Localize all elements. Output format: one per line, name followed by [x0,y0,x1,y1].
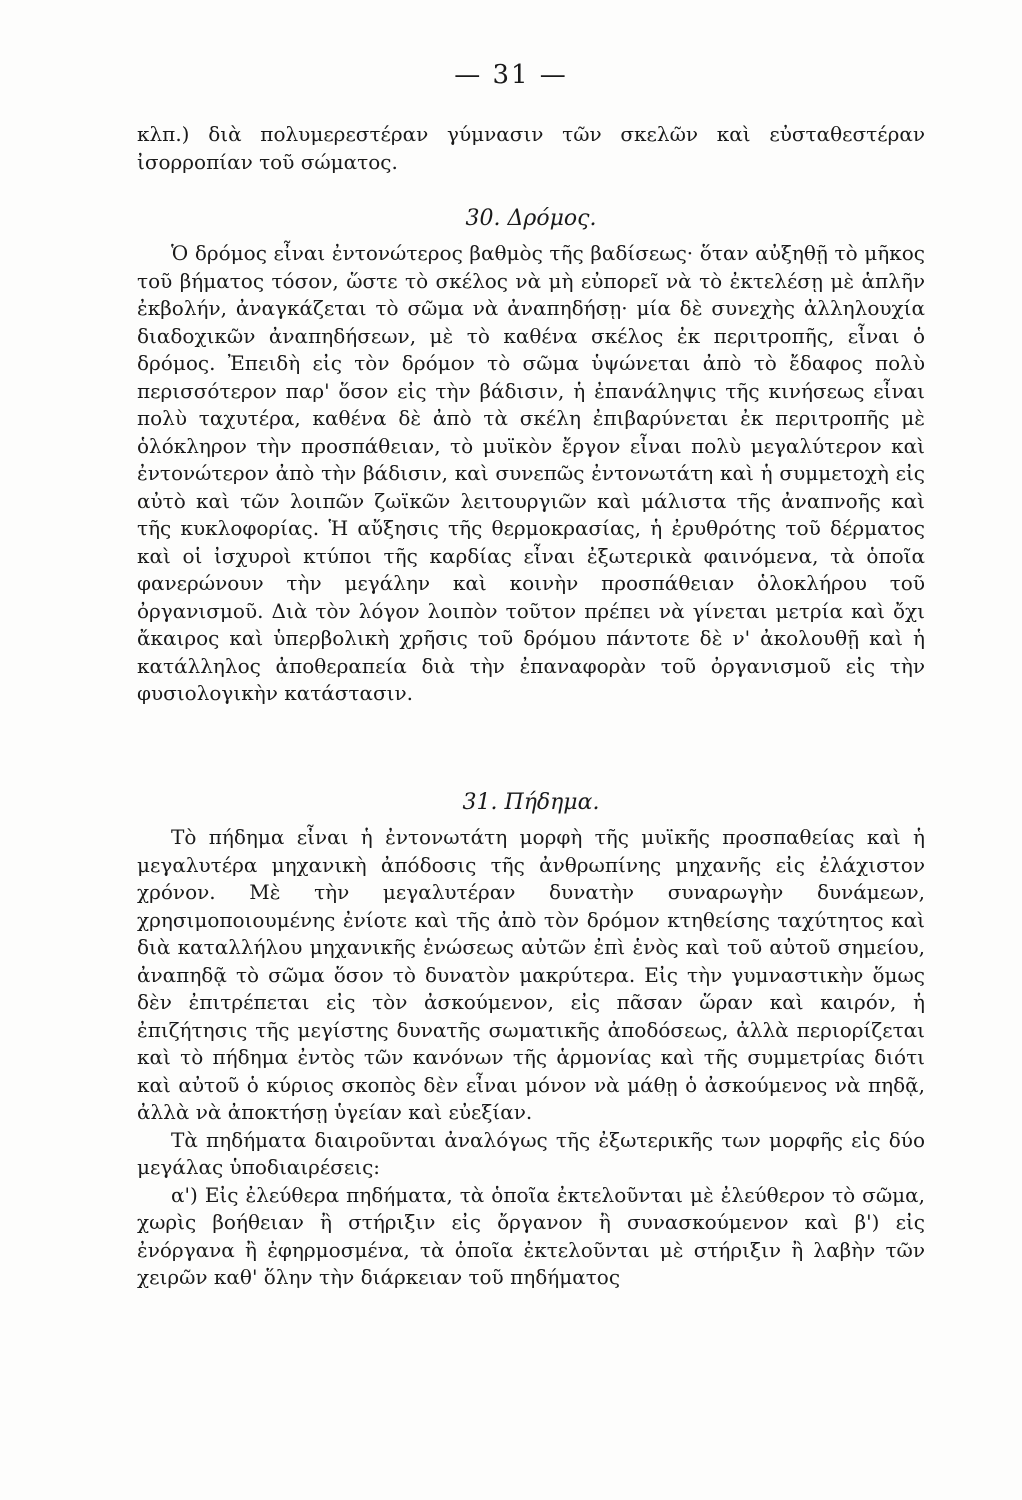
section-31-paragraph-2: Τὰ πηδήματα διαιροῦνται ἀναλόγως τῆς ἐξωτερικῆς των μορφῆς εἰς δύο μεγάλας ὑποδιαιρέσεις: [137,1127,925,1179]
section-31-paragraph-3: α') Εἰς ἐλεύθερα πηδήματα, τὰ ὁποῖα ἐκτελοῦνται μὲ ἐλεύθερον τὸ σῶμα, χωρὶς βοήθειαν ἢ στήριξιν εἰς ὄργανον ἢ συνασκούμενον καὶ β') εἰς ἐνόργανα ἢ ἐφηρμοσμένα, τὰ ὁποῖα ἐκτελοῦνται μὲ στήριξιν ἢ λαβὴν τῶν χειρῶν καθ' ὅλην τὴν διάρκειαν τοῦ πηδήματος [137,1182,925,1289]
section-30-body [137,240,925,708]
section-30-heading-wrap [137,206,925,231]
intro-paragraph: κλπ.) διὰ πολυμερεστέραν γύμνασιν τῶν σκελῶν καὶ εὐσταθεστέραν ἰσορροπίαν τοῦ σώματος. [137,122,925,174]
page-number: — 31 — [454,60,568,90]
section-30-heading: 30. Δρόμος. [465,206,597,231]
section-30-paragraph: Ὁ δρόμος εἶναι ἐντονώτερος βαθμὸς τῆς βαδίσεως· ὅταν αὐξηθῇ τὸ μῆκος τοῦ βήματος τόσον, ὥστε τὸ σκέλος νὰ μὴ εὐπορεῖ νὰ τὸ ἐκτελέσῃ μὲ ἁπλῆν ἐκβολήν, ἀναγκάζεται τὸ σῶμα νὰ ἀναπηδήσῃ· μία δὲ συνεχὴς ἀλληλουχία διαδοχικῶν ἀναπηδήσεων, μὲ τὸ καθένα σκέλος ἐκ περιτροπῆς, εἶναι ὁ δρόμος. Ἐπειδὴ εἰς τὸν δρόμον τὸ σῶμα ὑψώνεται ἀπὸ τὸ ἔδαφος πολὺ περισσότερον παρ' ὅσον εἰς τὴν βάδισιν, ἡ ἐπανάληψις τῆς κινήσεως εἶναι πολὺ ταχυτέρα, καθένα δὲ ἀπὸ τὰ σκέλη ἐπιβαρύνεται ἐκ περιτροπῆς μὲ ὁλόκληρον τὴν προσπάθειαν, τὸ μυϊκὸν ἔργον εἶναι πολὺ μεγαλύτερον καὶ ἐντονώτερον ἀπὸ τὴν βάδισιν, καὶ συνεπῶς ἐντονωτάτη καὶ ἡ συμμετοχὴ εἰς αὐτὸ καὶ τῶν λοιπῶν ζωϊκῶν λειτουργιῶν καὶ μάλιστα τῆς ἀναπνοῆς καὶ τῆς κυκλοφορίας. Ἡ αὔξησις τῆς θερμοκρασίας, ἡ ἐρυθρότης τοῦ δέρματος καὶ οἱ ἰσχυροὶ κτύποι τῆς καρδίας εἶναι ἐξωτερικὰ φαινόμενα, τὰ ὁποῖα φανερώνουν τὴν μεγάλην καὶ κοινὴν προσπάθειαν ὁλοκλήρου τοῦ ὀργανισμοῦ. Διὰ τὸν λόγον λοιπὸν τοῦτον πρέπει νὰ γίνεται μετρία καὶ ὄχι ἄκαιρος καὶ ὑπερβολικὴ χρῆσις τοῦ δρόμου πάντοτε δὲ ν' ἀκολουθῇ καὶ ἡ κατάλληλος ἀποθεραπεία διὰ τὴν ἐπαναφορὰν τοῦ ὀργανισμοῦ εἰς τὴν φυσιολογικὴν κατάστασιν. [137,241,925,705]
intro-paragraph-block [137,121,925,176]
section-31-heading: 31. Πήδημα. [462,790,600,815]
section-31-heading-wrap [137,790,925,815]
section-31-body [137,824,925,1292]
section-31-paragraph-1: Τὸ πήδημα εἶναι ἡ ἐντονωτάτη μορφὴ τῆς μυϊκῆς προσπαθείας καὶ ἡ μεγαλυτέρα μηχανικὴ ἀπόδοσις τῆς ἀνθρωπίνης μηχανῆς εἰς ἐλάχιστον χρόνον. Μὲ τὴν μεγαλυτέραν δυνατὴν συναρωγὴν δυνάμεων, χρησιμοποιουμένης ἐνίοτε καὶ τῆς ἀπὸ τὸν δρόμον κτηθείσης ταχύτητος καὶ διὰ καταλλήλου μηχανικῆς ἑνώσεως αὐτῶν ἐπὶ ἑνὸς καὶ τοῦ αὐτοῦ σημείου, ἀναπηδᾷ τὸ σῶμα ὅσον τὸ δυνατὸν μακρύτερα. Εἰς τὴν γυμναστικὴν ὅμως δὲν ἐπιτρέπεται εἰς τὸν ἀσκούμενον, εἰς πᾶσαν ὥραν καὶ καιρόν, ἡ ἐπιζήτησις τῆς μεγίστης δυνατῆς σωματικῆς ἀποδόσεως, ἀλλὰ περιορίζεται καὶ τὸ πήδημα ἐντὸς τῶν κανόνων τῆς ἁρμονίας καὶ τῆς συμμετρίας διότι καὶ αὐτοῦ ὁ κύριος σκοπὸς δὲν εἶναι μόνον νὰ μάθῃ ὁ ἀσκούμενος νὰ πηδᾷ, ἀλλὰ νὰ ἀποκτήσῃ ὑγείαν καὶ εὐεξίαν. [137,825,925,1124]
